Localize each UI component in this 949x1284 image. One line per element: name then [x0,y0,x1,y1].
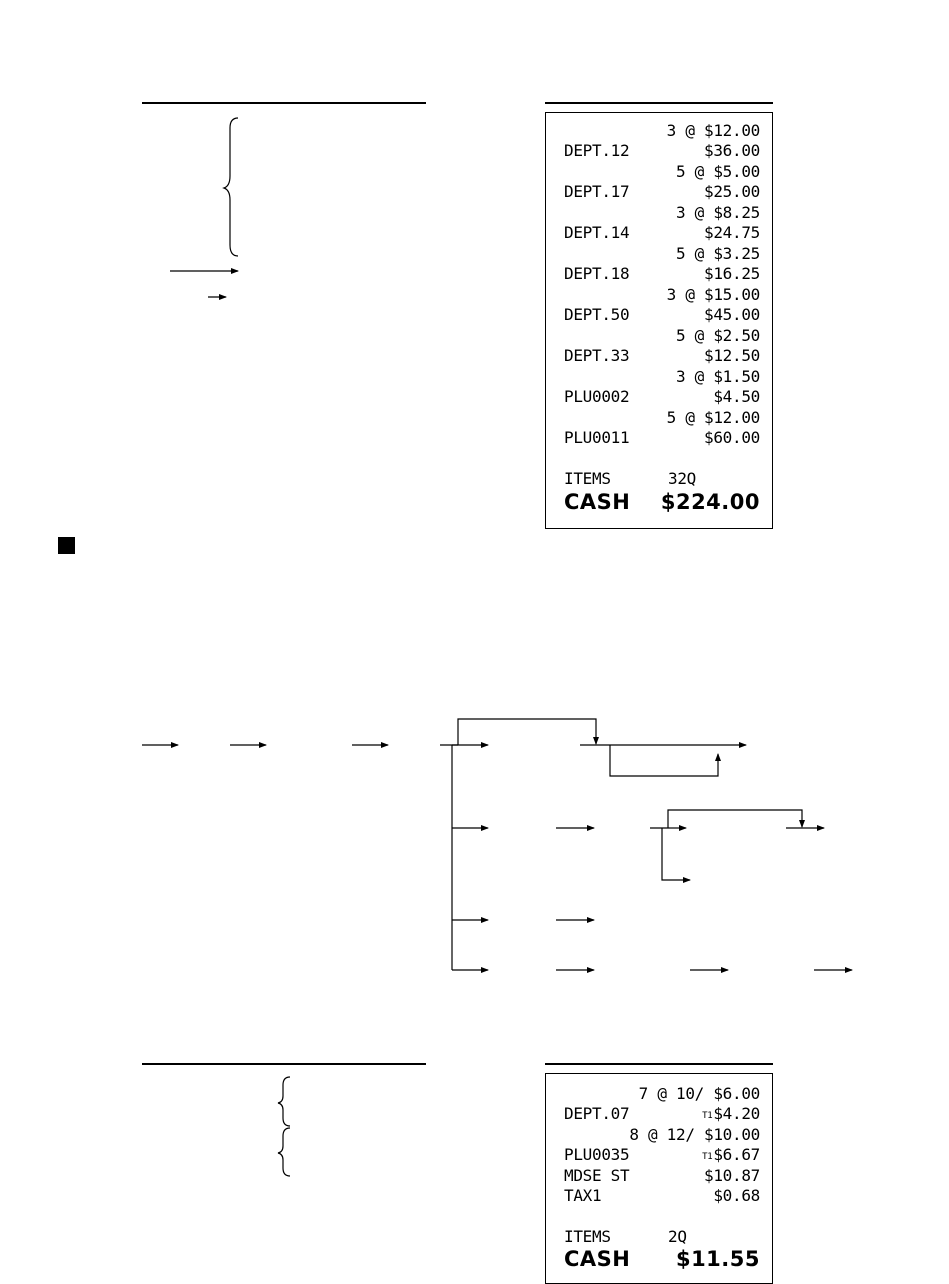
tax-marker: T1 [702,1111,713,1121]
cash-total: $11.55 [675,1247,760,1271]
receipt-line: DEPT.33 $12.50 [564,346,760,365]
receipt-line: DEPT.14 $24.75 [564,223,760,242]
receipt-line: 3 @ $12.00 [666,121,760,140]
brace-icon [278,1077,290,1126]
tax-marker: T1 [702,1152,713,1162]
items-label: ITEMS [564,469,611,488]
receipt-line: 5 @ $5.00 [676,162,760,181]
cash-total: $224.00 [660,490,760,514]
receipt-line: 5 @ $2.50 [676,326,760,345]
items-count: 2Q [668,1227,687,1246]
arrow-icon [708,754,718,776]
receipt-line: TAX1 $0.68 [564,1186,760,1205]
receipt-line: 8 @ 12/ $10.00 [629,1125,760,1144]
receipt-line: MDSE ST $10.87 [564,1166,760,1185]
receipt-line: DEPT.18 $16.25 [564,264,760,283]
receipt-line: 5 @ $12.00 [666,408,760,427]
items-count: 32Q [668,469,696,488]
receipt-line: DEPT.12 $36.00 [564,141,760,160]
receipt-line: 5 @ $3.25 [676,244,760,263]
receipt-line: DEPT.17 $25.00 [564,182,760,201]
arrow-icon [662,828,690,880]
cash-label: CASH [564,1247,631,1271]
receipt-line: 3 @ $15.00 [666,285,760,304]
brace-icon [224,118,238,256]
arrow-icon [668,810,802,828]
receipt-line: PLU0002 $4.50 [564,387,760,406]
brace-icon [278,1128,290,1176]
items-label: ITEMS [564,1227,611,1246]
cash-label: CASH [564,490,631,514]
receipt-line: 3 @ $1.50 [676,367,760,386]
receipt-line: 3 @ $8.25 [676,203,760,222]
receipt-line: DEPT.50 $45.00 [564,305,760,324]
arrow-icon [458,719,596,745]
receipt-line: 7 @ 10/ $6.00 [638,1084,760,1103]
receipt-line: PLU0035 T1$6.67 [564,1145,760,1164]
receipt-line: DEPT.07 T1$4.20 [564,1104,760,1123]
receipt-line: PLU0011 $60.00 [564,428,760,447]
